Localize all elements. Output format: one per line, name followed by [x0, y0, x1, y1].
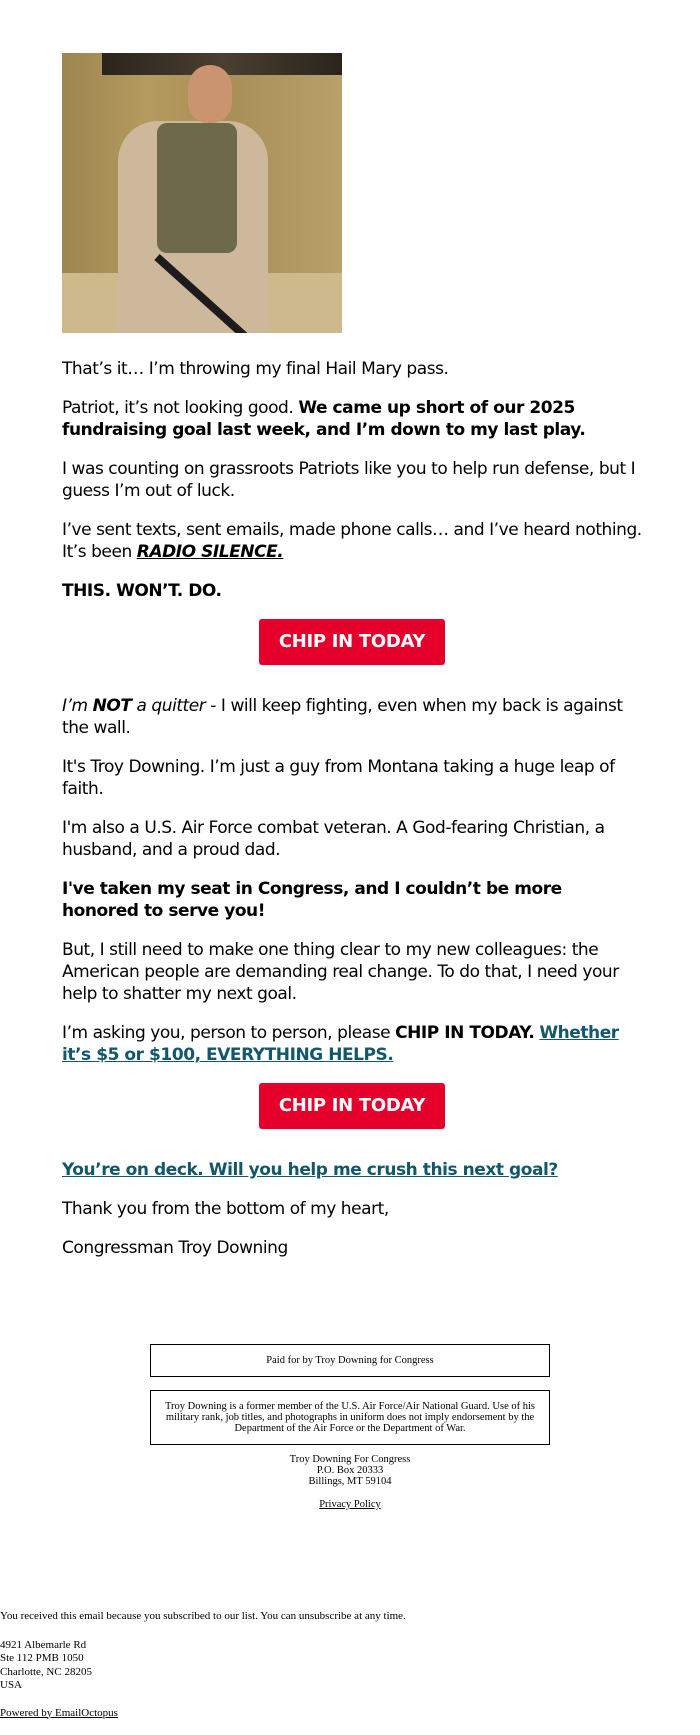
text: Patriot, it’s not looking good. [62, 398, 299, 418]
footer [150, 1344, 550, 1510]
paragraph: Thank you from the bottom of my heart, [62, 1199, 389, 1219]
disclaimer-box [150, 1390, 550, 1445]
po-box: P.O. Box 20333 [316, 1465, 384, 1476]
org-name: Troy Downing For Congress [289, 1454, 411, 1465]
paragraph: I was counting on grassroots Patriots like you to help run defense, but I guess I’m out of luck. [62, 459, 636, 501]
paragraph [62, 519, 642, 563]
address-line: USA [0, 1679, 23, 1691]
everything-helps-link[interactable]: Whether it’s $5 or $100, EVERYTHING HELPS. [62, 1023, 619, 1065]
signature: Congressman Troy Downing [62, 1238, 288, 1258]
bold-text: CHIP IN TODAY. [395, 1023, 535, 1043]
paragraph [62, 580, 642, 602]
privacy-policy-link[interactable]: Privacy Policy [319, 1499, 381, 1510]
campaign-address [150, 1454, 550, 1487]
paid-for-text: Paid for by Troy Downing for Congress [266, 1355, 434, 1366]
radio-silence-text: RADIO SILENCE. [136, 542, 284, 562]
troy-downing-uniform-photo [62, 53, 342, 333]
address-line: Ste 112 PMB 1050 [0, 1652, 84, 1664]
powered-by-emailoctopus-link[interactable]: Powered by EmailOctopus [0, 1706, 118, 1719]
disclaimer-text: Troy Downing is a former member of the U.S. Air Force/Air National Guard. Use of his military rank, job titles, and photographs in uniform does not imply endorsement by the Department of the Air Force or the Department of War. [165, 1401, 535, 1434]
subscription-notice: You received this email because you subscribed to our list. You can unsubscribe at any time. [0, 1610, 406, 1622]
paragraph: I'm also a U.S. Air Force combat veteran. A God-fearing Christian, a husband, and a proud dad. [62, 818, 605, 860]
paragraph: But, I still need to make one thing clear to my new colleagues: the American people are demanding real change. To do that, I need your help to shatter my next goal. [62, 940, 619, 1004]
text: a quitter [131, 696, 206, 716]
paragraph [62, 397, 642, 441]
text: I’ve sent texts, sent emails, made phone calls… and I’ve heard nothing. It’s been [62, 520, 642, 562]
on-deck-link[interactable]: You’re on deck. Will you help me crush this next goal? [62, 1160, 558, 1180]
address-line: Charlotte, NC 28205 [0, 1665, 92, 1678]
bold-text: THIS. WON’T. DO. [62, 581, 222, 601]
paid-for-box [150, 1344, 550, 1377]
paragraph [62, 1159, 642, 1181]
text: NOT [92, 696, 132, 716]
paragraph [62, 1022, 642, 1066]
chip-in-button[interactable]: CHIP IN TODAY [259, 619, 445, 665]
bold-text: I've taken my seat in Congress, and I couldn’t be more honored to serve you! [62, 879, 562, 921]
bold-text: We came up short of our 2025 fundraising goal last week, and I’m down to my last play. [62, 398, 586, 440]
chip-in-button-2[interactable]: CHIP IN TODAY [259, 1083, 445, 1129]
city: Billings, MT 59104 [308, 1476, 392, 1487]
text: I’m asking you, person to person, please [62, 1023, 396, 1043]
subscription-footer [0, 1610, 406, 1720]
email-body [62, 53, 642, 1276]
paragraph [62, 695, 642, 739]
text: - I will keep fighting, even when my back is against the wall. [62, 696, 623, 738]
paragraph: It's Troy Downing. I’m just a guy from Montana taking a huge leap of faith. [62, 757, 615, 799]
address-line: 4921 Albemarle Rd [0, 1638, 87, 1651]
text: I’m [62, 696, 93, 716]
sender-address [0, 1639, 406, 1693]
paragraph: That’s it… I’m throwing my final Hail Mary pass. [62, 359, 449, 379]
paragraph [62, 878, 642, 922]
